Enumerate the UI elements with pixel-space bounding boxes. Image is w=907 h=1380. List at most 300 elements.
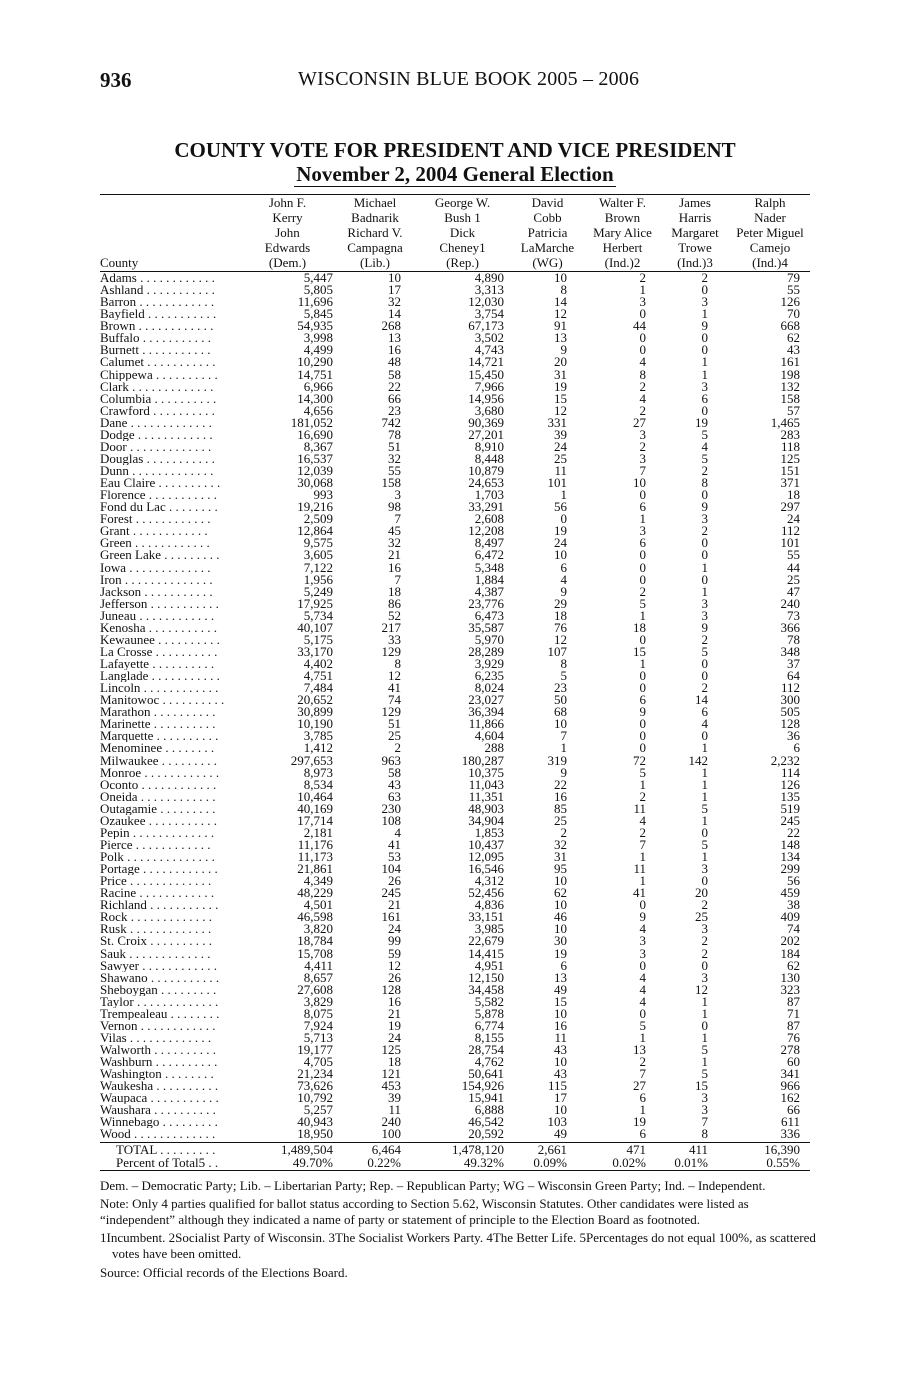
- vote-cell: 1: [701, 561, 708, 574]
- vote-cell: 53: [388, 851, 401, 864]
- book-title: WISCONSIN BLUE BOOK 2005 – 2006: [298, 68, 640, 90]
- vote-cell: 52,456: [468, 887, 504, 900]
- vote-cell: 78: [388, 428, 401, 441]
- vote-cell: 46,542: [468, 1116, 504, 1129]
- candidate-header-cell: John F.: [268, 195, 307, 210]
- header-row: [100, 240, 810, 255]
- vote-cell: 40,107: [297, 621, 333, 634]
- vote-cell: 297: [780, 501, 800, 514]
- candidate-header-cell: Edwards: [264, 240, 311, 255]
- vote-cell: 1,465: [770, 416, 800, 429]
- vote-cell: 70: [787, 308, 800, 321]
- vote-cell: 129: [381, 706, 401, 719]
- vote-cell: 8,448: [474, 452, 504, 465]
- vote-cell: 39: [554, 428, 567, 441]
- vote-cell: 198: [780, 368, 800, 381]
- vote-cell: 288: [484, 742, 504, 755]
- vote-cell: 28,754: [468, 1044, 504, 1057]
- vote-cell: 0.22%: [335, 1156, 415, 1170]
- candidate-header-cell: Cheney1: [439, 240, 486, 255]
- header-row: [100, 210, 810, 225]
- vote-cell: 3: [701, 296, 708, 309]
- vote-cell: 0: [639, 899, 646, 912]
- table-row: [100, 935, 810, 947]
- vote-cell: 181,052: [290, 416, 333, 429]
- vote-cell: 125: [780, 452, 800, 465]
- vote-cell: 0: [701, 332, 708, 345]
- county-name-cell: Shawano . . . . . . . . . . .: [100, 971, 220, 984]
- vote-cell: 5: [560, 670, 567, 683]
- county-name-cell: Fond du Lac . . . . . . . .: [100, 501, 218, 514]
- vote-cell: 18: [787, 489, 800, 502]
- vote-cell: 36,394: [468, 706, 504, 719]
- table-row: [100, 996, 810, 1008]
- vote-cell: 48,229: [297, 887, 333, 900]
- vote-cell: 35,587: [468, 621, 504, 634]
- candidate-header-cell: Ralph: [754, 195, 786, 210]
- vote-cell: 5: [701, 452, 708, 465]
- vote-cell: 1,853: [474, 826, 504, 839]
- vote-cell: 12,864: [297, 525, 333, 538]
- vote-cell: 13: [554, 971, 567, 984]
- candidate-header-cell: Cobb: [533, 210, 562, 225]
- vote-cell: 1: [639, 851, 646, 864]
- vote-cell: 118: [780, 440, 800, 453]
- table-row: [100, 405, 810, 417]
- vote-cell: 26: [388, 875, 401, 888]
- vote-cell: 23,776: [468, 597, 504, 610]
- vote-cell: 16,690: [297, 428, 333, 441]
- vote-cell: 29: [554, 597, 567, 610]
- vote-cell: 5,249: [303, 585, 333, 598]
- candidate-header-cell: Bush 1: [444, 210, 481, 225]
- county-name-cell: Bayfield . . . . . . . . . . .: [100, 308, 217, 321]
- vote-cell: 245: [381, 887, 401, 900]
- table-row: [100, 598, 810, 610]
- county-name-cell: Lafayette . . . . . . . . . .: [100, 658, 215, 671]
- county-name-cell: Richland . . . . . . . . . . .: [100, 899, 219, 912]
- vote-cell: 1: [639, 513, 646, 526]
- county-name-cell: Vernon . . . . . . . . . . . .: [100, 1019, 216, 1032]
- vote-cell: 33,151: [468, 911, 504, 924]
- vote-cell: 99: [388, 935, 401, 948]
- county-name-cell: Forest . . . . . . . . . . . .: [100, 513, 211, 526]
- vote-cell: 10,290: [297, 356, 333, 369]
- vote-cell: 41: [388, 838, 401, 851]
- vote-cell: 57: [787, 404, 800, 417]
- candidate-header-cell: Richard V.: [347, 225, 403, 240]
- vote-cell: 0: [701, 573, 708, 586]
- vote-cell: 59: [388, 947, 401, 960]
- vote-cell: 148: [780, 838, 800, 851]
- vote-cell: 16: [388, 344, 401, 357]
- header-row: [100, 255, 810, 272]
- vote-cell: 10: [554, 899, 567, 912]
- county-name-cell: Vilas . . . . . . . . . . . . .: [100, 1031, 212, 1044]
- vote-cell: 0: [701, 826, 708, 839]
- title-main: COUNTY VOTE FOR PRESIDENT AND VICE PRESIDENT: [174, 138, 736, 162]
- vote-cell: 12: [554, 308, 567, 321]
- county-name-cell: Percent of Total5 . .: [100, 1156, 240, 1170]
- county-name-cell: Langlade . . . . . . . . . . .: [100, 670, 220, 683]
- vote-cell: 3,502: [474, 332, 504, 345]
- vote-cell: 409: [780, 911, 800, 924]
- vote-cell: 31: [554, 851, 567, 864]
- vote-cell: 1: [701, 790, 708, 803]
- vote-cell: 4: [560, 573, 567, 586]
- vote-cell: 19: [554, 947, 567, 960]
- vote-cell: 1: [701, 1031, 708, 1044]
- vote-cell: 37: [787, 658, 800, 671]
- vote-cell: 78: [787, 633, 800, 646]
- vote-cell: 50: [554, 694, 567, 707]
- vote-cell: 24: [388, 1031, 401, 1044]
- table-row: [100, 1056, 810, 1068]
- candidate-header-cell: Nader: [754, 210, 786, 225]
- vote-cell: 11,043: [468, 778, 504, 791]
- county-name-cell: Adams . . . . . . . . . . . .: [100, 271, 215, 285]
- vote-cell: 9: [701, 501, 708, 514]
- vote-cell: 1: [701, 356, 708, 369]
- vote-cell: 3: [639, 525, 646, 538]
- vote-cell: 1: [639, 1031, 646, 1044]
- vote-cell: 4,387: [474, 585, 504, 598]
- vote-cell: 11,351: [468, 790, 504, 803]
- vote-cell: 3,820: [303, 923, 333, 936]
- county-column-header: [100, 225, 240, 240]
- vote-cell: 43: [388, 778, 401, 791]
- vote-cell: 3: [639, 935, 646, 948]
- candidate-header-cell: Trowe: [678, 240, 712, 255]
- table-row: [100, 767, 810, 779]
- vote-cell: 0: [701, 404, 708, 417]
- table-row: [100, 779, 810, 791]
- vote-cell: 20: [695, 887, 708, 900]
- page-header: [100, 68, 810, 94]
- table-row: [100, 344, 810, 356]
- vote-cell: 471: [626, 1142, 646, 1156]
- vote-cell: 4: [639, 971, 646, 984]
- vote-cell: 20,652: [297, 694, 333, 707]
- vote-cell: 1,489,504: [281, 1142, 333, 1156]
- vote-cell: 180,287: [461, 754, 504, 767]
- vote-cell: 8: [560, 658, 567, 671]
- vote-cell: 4,349: [303, 875, 333, 888]
- county-name-cell: Green Lake . . . . . . . . .: [100, 549, 220, 562]
- vote-cell: 1: [560, 742, 567, 755]
- vote-cell: 21: [388, 549, 401, 562]
- vote-cell: 0: [701, 344, 708, 357]
- vote-cell: 43: [554, 1044, 567, 1057]
- vote-cell: 104: [381, 863, 401, 876]
- title-subtitle: November 2, 2004 General Election: [296, 162, 614, 186]
- vote-cell: 2: [639, 1056, 646, 1069]
- vote-cell: 1: [701, 742, 708, 755]
- candidate-header-cell: (WG): [510, 255, 585, 272]
- vote-cell: 5,447: [303, 271, 333, 285]
- vote-cell: 319: [547, 754, 567, 767]
- vote-cell: 21,861: [297, 863, 333, 876]
- vote-cell: 19,177: [297, 1044, 333, 1057]
- table-row: [100, 465, 810, 477]
- vote-cell: 40,943: [297, 1116, 333, 1129]
- county-name-cell: Barron . . . . . . . . . . . .: [100, 296, 215, 309]
- county-column-header: [100, 240, 240, 255]
- vote-cell: 58: [388, 368, 401, 381]
- county-name-cell: Milwaukee . . . . . . . . .: [100, 754, 217, 767]
- vote-cell: 18,784: [297, 935, 333, 948]
- vote-cell: 47: [787, 585, 800, 598]
- table-row: [100, 755, 810, 767]
- vote-cell: 3: [701, 1092, 708, 1105]
- vote-cell: 0.01%: [660, 1156, 730, 1170]
- vote-cell: 5,878: [474, 1007, 504, 1020]
- vote-cell: 56: [554, 501, 567, 514]
- vote-cell: 0: [701, 875, 708, 888]
- vote-cell: 30: [554, 935, 567, 948]
- vote-cell: 27,608: [297, 983, 333, 996]
- vote-cell: 151: [780, 465, 800, 478]
- vote-cell: 611: [780, 1116, 800, 1129]
- vote-cell: 8,155: [474, 1031, 504, 1044]
- vote-cell: 62: [787, 332, 800, 345]
- vote-cell: 16: [388, 995, 401, 1008]
- vote-cell: 9: [701, 621, 708, 634]
- vote-cell: 66: [787, 1104, 800, 1117]
- vote-cell: 3: [394, 489, 401, 502]
- county-name-cell: Menominee . . . . . . . .: [100, 742, 215, 755]
- vote-cell: 0: [639, 561, 646, 574]
- county-name-cell: Pepin . . . . . . . . . . . . .: [100, 826, 215, 839]
- county-column-header: [100, 210, 240, 225]
- vote-cell: 11,173: [297, 851, 333, 864]
- vote-cell: 0: [639, 670, 646, 683]
- vote-cell: 16,546: [468, 863, 504, 876]
- vote-cell: 7: [394, 573, 401, 586]
- vote-cell: 14,721: [468, 356, 504, 369]
- vote-cell: 5: [701, 1044, 708, 1057]
- vote-cell: 28,289: [468, 645, 504, 658]
- table-row: [100, 1020, 810, 1032]
- vote-cell: 202: [780, 935, 800, 948]
- county-name-cell: Kewaunee . . . . . . . . . .: [100, 633, 220, 646]
- table-row: [100, 586, 810, 598]
- table-row: [100, 803, 810, 815]
- vote-cell: 5: [701, 802, 708, 815]
- candidate-header-cell: Peter Miguel: [736, 225, 804, 240]
- vote-cell: 11,696: [297, 296, 333, 309]
- table-row: [100, 489, 810, 501]
- vote-cell: 0: [639, 1007, 646, 1020]
- vote-cell: 14,956: [468, 392, 504, 405]
- county-name-cell: Outagamie . . . . . . . . .: [100, 802, 216, 815]
- vote-cell: 36: [787, 730, 800, 743]
- table-row: [100, 562, 810, 574]
- vote-cell: 14,751: [297, 368, 333, 381]
- vote-cell: 4: [639, 983, 646, 996]
- vote-cell: 240: [381, 1116, 401, 1129]
- vote-cell: 0: [701, 1019, 708, 1032]
- vote-cell: 366: [780, 621, 800, 634]
- county-name-cell: Manitowoc . . . . . . . . . .: [100, 694, 225, 707]
- vote-cell: 5,713: [303, 1031, 333, 1044]
- county-name-cell: La Crosse . . . . . . . . . .: [100, 645, 218, 658]
- vote-cell: 87: [787, 995, 800, 1008]
- vote-cell: 323: [780, 983, 800, 996]
- vote-cell: 12,150: [468, 971, 504, 984]
- county-name-cell: Rock . . . . . . . . . . . . .: [100, 911, 212, 924]
- vote-cell: 62: [787, 959, 800, 972]
- vote-cell: 3: [701, 923, 708, 936]
- vote-cell: 3,313: [474, 284, 504, 297]
- vote-cell: 134: [780, 851, 800, 864]
- vote-cell: 48,903: [468, 802, 504, 815]
- vote-cell: 3: [701, 380, 708, 393]
- candidate-header-cell: (Rep.): [415, 255, 510, 272]
- county-column-header: County: [100, 255, 240, 272]
- vote-cell: 19: [695, 416, 708, 429]
- county-name-cell: Oconto . . . . . . . . . . . .: [100, 778, 217, 791]
- vote-cell: 3: [701, 597, 708, 610]
- vote-cell: 0: [639, 959, 646, 972]
- vote-cell: 4,762: [474, 1056, 504, 1069]
- vote-cell: 4,312: [474, 875, 504, 888]
- vote-cell: 0.09%: [510, 1156, 585, 1170]
- table-header: [100, 195, 810, 272]
- vote-cell: 4,656: [303, 404, 333, 417]
- vote-cell: 128: [780, 718, 800, 731]
- vote-cell: 51: [388, 440, 401, 453]
- candidate-header-cell: David: [531, 195, 564, 210]
- vote-cell: 154,926: [461, 1080, 504, 1093]
- vote-cell: 240: [780, 597, 800, 610]
- vote-cell: 16,537: [297, 452, 333, 465]
- table-row: [100, 863, 810, 875]
- vote-cell: 4: [639, 356, 646, 369]
- table-row: [100, 356, 810, 368]
- vote-cell: 23: [388, 404, 401, 417]
- vote-cell: 32: [554, 838, 567, 851]
- vote-cell: 7: [560, 730, 567, 743]
- table-row: [100, 1044, 810, 1056]
- vote-cell: 19: [633, 1116, 646, 1129]
- vote-cell: 16: [554, 790, 567, 803]
- vote-cell: 22: [787, 826, 800, 839]
- vote-cell: 125: [381, 1044, 401, 1057]
- county-name-cell: Trempealeau . . . . . . . .: [100, 1007, 220, 1020]
- vote-cell: 9: [701, 320, 708, 333]
- vote-cell: 162: [780, 1092, 800, 1105]
- vote-cell: 5: [639, 1019, 646, 1032]
- vote-cell: 5,805: [303, 284, 333, 297]
- county-name-cell: Brown . . . . . . . . . . . .: [100, 320, 214, 333]
- vote-cell: 25: [695, 911, 708, 924]
- vote-cell: 15: [633, 645, 646, 658]
- vote-cell: 1: [701, 814, 708, 827]
- vote-cell: 21: [388, 899, 401, 912]
- vote-cell: 3: [639, 947, 646, 960]
- vote-cell: 1: [701, 995, 708, 1008]
- vote-cell: 2: [701, 682, 708, 695]
- vote-cell: 3,605: [303, 549, 333, 562]
- vote-cell: 91: [554, 320, 567, 333]
- vote-cell: 8,497: [474, 537, 504, 550]
- vote-cell: 95: [554, 863, 567, 876]
- county-name-cell: Lincoln . . . . . . . . . . . .: [100, 682, 219, 695]
- table-row: [100, 1092, 810, 1104]
- candidate-header-cell: (Lib.): [335, 255, 415, 272]
- county-name-cell: Price . . . . . . . . . . . . .: [100, 875, 212, 888]
- vote-cell: 11: [388, 1104, 401, 1117]
- vote-cell: 4,499: [303, 344, 333, 357]
- vote-cell: 130: [780, 971, 800, 984]
- vote-cell: 39: [388, 1092, 401, 1105]
- county-name-cell: Marathon . . . . . . . . . .: [100, 706, 216, 719]
- vote-cell: 31: [554, 368, 567, 381]
- vote-cell: 49: [510, 1128, 585, 1142]
- vote-cell: 161: [381, 911, 401, 924]
- county-name-cell: Washburn . . . . . . . . . .: [100, 1056, 218, 1069]
- vote-cell: 25: [787, 573, 800, 586]
- vote-cell: 103: [547, 1116, 567, 1129]
- vote-cell: 12,030: [468, 296, 504, 309]
- table-row: [100, 537, 810, 549]
- vote-cell: 22: [388, 380, 401, 393]
- table-row: [100, 658, 810, 670]
- vote-cell: 1: [701, 778, 708, 791]
- vote-cell: 297,653: [290, 754, 333, 767]
- vote-cell: 230: [381, 802, 401, 815]
- vote-cell: 0: [639, 489, 646, 502]
- vote-cell: 27,201: [468, 428, 504, 441]
- county-name-cell: Eau Claire . . . . . . . . . .: [100, 477, 221, 490]
- vote-cell: 4,705: [303, 1056, 333, 1069]
- vote-cell: 0: [701, 658, 708, 671]
- candidate-header-cell: James: [679, 195, 711, 210]
- vote-cell: 7: [701, 1116, 708, 1129]
- vote-cell: 3: [701, 1104, 708, 1117]
- vote-table: [100, 194, 810, 1171]
- vote-cell: 3,785: [303, 730, 333, 743]
- vote-cell: 9: [639, 911, 646, 924]
- table-row: [100, 574, 810, 586]
- vote-cell: 5: [639, 597, 646, 610]
- table-row: [100, 694, 810, 706]
- vote-cell: 245: [780, 814, 800, 827]
- county-name-cell: Wood . . . . . . . . . . . . .: [100, 1128, 240, 1142]
- vote-cell: 8: [394, 658, 401, 671]
- county-name-cell: Jackson . . . . . . . . . . .: [100, 585, 213, 598]
- vote-cell: 0: [639, 573, 646, 586]
- table-row: [100, 1104, 810, 1116]
- candidate-header-cell: Campagna: [347, 240, 403, 255]
- vote-cell: 1,478,120: [452, 1142, 504, 1156]
- vote-cell: 112: [780, 525, 800, 538]
- header-row: [100, 195, 810, 211]
- vote-cell: 6: [701, 706, 708, 719]
- table-row: [100, 791, 810, 803]
- county-name-cell: Walworth . . . . . . . . . .: [100, 1044, 216, 1057]
- vote-cell: 9: [560, 344, 567, 357]
- table-row: [100, 296, 810, 308]
- vote-cell: 72: [633, 754, 646, 767]
- vote-cell: 49.70%: [240, 1156, 335, 1170]
- vote-cell: 4,751: [303, 670, 333, 683]
- vote-cell: 24: [554, 537, 567, 550]
- vote-cell: 0: [639, 308, 646, 321]
- vote-cell: 300: [780, 694, 800, 707]
- vote-cell: 15: [554, 995, 567, 1008]
